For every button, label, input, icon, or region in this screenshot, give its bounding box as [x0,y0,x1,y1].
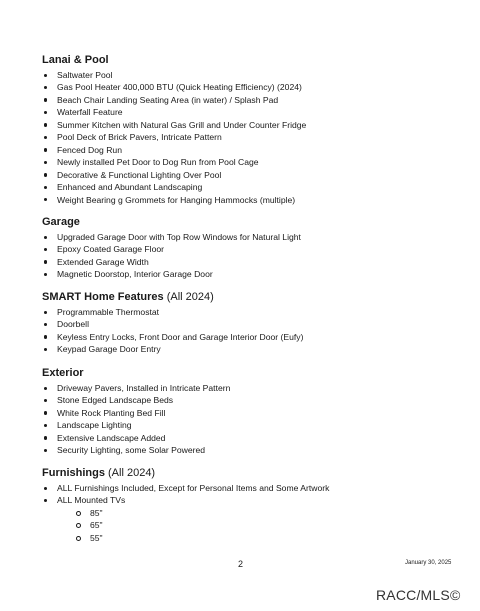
list-item: Saltwater Pool [42,69,306,81]
list-item: Waterfall Feature [42,106,306,118]
list-item: Summer Kitchen with Natural Gas Grill and Under Counter Fridge [42,119,306,131]
list-item: Driveway Pavers, Installed in Intricate Pattern [42,382,230,394]
feature-list [42,306,303,356]
list-item: Keyless Entry Locks, Front Door and Garage Interior Door (Eufy) [42,331,303,343]
list-item: Beach Chair Landing Seating Area (in water) / Splash Pad [42,94,306,106]
list-item: Extensive Landscape Added [42,432,230,444]
section-smart-home [42,290,303,356]
list-item: Extended Garage Width [42,256,301,268]
section-furnishings [42,466,329,544]
section-title: Garage [42,216,80,228]
feature-list [42,482,329,544]
page-number: 2 [238,559,244,569]
section-title: Lanai & Pool [42,54,109,66]
section-heading [42,53,306,67]
feature-list [42,382,230,457]
section-title: SMART Home Features [42,291,164,303]
section-heading [42,215,301,229]
list-item: Security Lighting, some Solar Powered [42,444,230,456]
list-item: Landscape Lighting [42,419,230,431]
tv-size-item: 55" [75,532,329,544]
section-subtitle: (All 2024) [166,291,214,303]
section-heading [42,290,303,304]
list-item: Weight Bearing g Grommets for Hanging Hammocks (multiple) [42,194,306,206]
list-item: White Rock Planting Bed Fill [42,407,230,419]
section-subtitle: (All 2024) [108,467,156,479]
section-garage [42,215,301,281]
feature-list [42,69,306,206]
list-item: Upgraded Garage Door with Top Row Windows for Natural Light [42,231,301,243]
tv-size-list [57,507,329,544]
footer-date: January 30, 2025 [405,560,452,566]
section-exterior [42,366,230,457]
section-title: Furnishings [42,467,105,479]
list-item: Decorative & Functional Lighting Over Pool [42,169,306,181]
list-item: Pool Deck of Brick Pavers, Intricate Pattern [42,131,306,143]
list-item-label: ALL Mounted TVs [57,495,126,506]
list-item: Gas Pool Heater 400,000 BTU (Quick Heating Efficiency) (2024) [42,81,306,93]
feature-list [42,231,301,281]
tv-size-item: 65" [75,519,329,531]
list-item: Programmable Thermostat [42,306,303,318]
section-lanai-pool [42,53,306,206]
list-item: Keypad Garage Door Entry [42,343,303,355]
list-item: Enhanced and Abundant Landscaping [42,181,306,193]
list-item: Fenced Dog Run [42,144,306,156]
section-heading [42,366,230,380]
list-item: Magnetic Doorstop, Interior Garage Door [42,268,301,280]
list-item: ALL Furnishings Included, Except for Personal Items and Some Artwork [42,482,329,494]
tv-size-item: 85" [75,507,329,519]
list-item: Doorbell [42,318,303,330]
mls-watermark: RACC/MLS© [376,587,461,603]
list-item: Newly installed Pet Door to Dog Run from Pool Cage [42,156,306,168]
list-item [42,494,329,544]
section-title: Exterior [42,367,84,379]
list-item: Stone Edged Landscape Beds [42,394,230,406]
list-item: Epoxy Coated Garage Floor [42,243,301,255]
section-heading [42,466,329,480]
